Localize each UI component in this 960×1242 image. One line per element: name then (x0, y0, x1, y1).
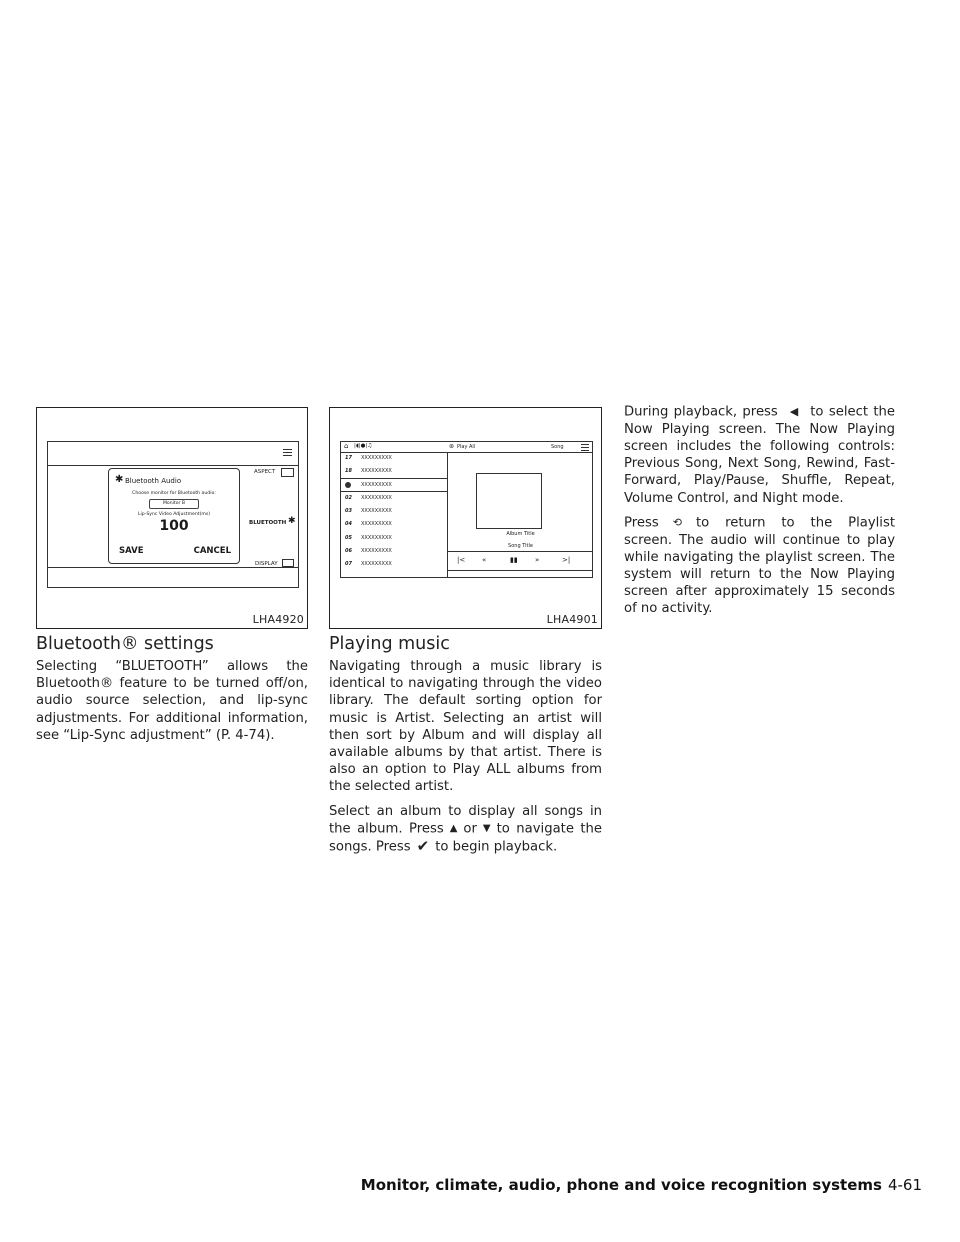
display-icon (282, 559, 294, 567)
home-icon[interactable]: ⌂ (344, 442, 349, 450)
monitor-select[interactable]: Monitor B (149, 499, 199, 509)
lip-sync-value[interactable]: 100 (159, 518, 189, 534)
paragraph: Press ⟲ to return to the Playlist screen. The audio will continue to play while navigating the playlist screen. The system will return to the Now Playing screen after approximately 15 seconds of no activity. (624, 515, 895, 617)
figure-code: LHA4920 (252, 613, 304, 626)
save-button[interactable]: SAVE (119, 546, 144, 556)
aspect-button[interactable]: ASPECT (254, 469, 276, 475)
list-item[interactable]: 17 XXXXXXXXX (345, 455, 392, 461)
previous-song-icon[interactable]: |< (457, 556, 466, 564)
play-all-button[interactable]: Play All (457, 444, 476, 450)
section-heading-playing-music: Playing music (329, 634, 450, 654)
song-title: Song Title (508, 543, 533, 549)
list-item[interactable]: 06 XXXXXXXXX (345, 548, 392, 554)
pause-icon[interactable]: ▮▮ (510, 556, 518, 564)
up-arrow-icon: ▲ (449, 822, 458, 834)
figure-playing-music (329, 407, 602, 629)
bluetooth-settings-screen (47, 441, 299, 588)
paragraph: Selecting “BLUETOOTH” allows the Bluetooth® feature to be turned off/on, audio source selection, and lip-sync adjustments. For additional information, see “Lip-Sync adjustment” (P. 4-74). (36, 659, 308, 743)
list-item[interactable]: 04 XXXXXXXXX (345, 521, 392, 527)
down-arrow-icon: ▼ (482, 822, 491, 834)
section-body-bluetooth (36, 658, 308, 751)
fast-forward-icon[interactable]: » (535, 556, 540, 564)
list-item[interactable]: 18 XXXXXXXXX (345, 468, 392, 474)
album-title: Album Title (506, 531, 535, 537)
playback-controls (447, 551, 592, 571)
back-icon: ⟲ (672, 515, 682, 529)
list-item-selected[interactable]: XXXXXXXXX (341, 478, 447, 492)
footer-title: Monitor, climate, audio, phone and voice recognition systems (360, 1176, 882, 1194)
paragraph: Select an album to display all songs in the album. Press ▲ or ▼ to navigate the songs. Press ✔ to begin playback. (329, 803, 602, 855)
left-arrow-icon: ◀ (789, 405, 799, 418)
song-list (341, 452, 448, 578)
bluetooth-audio-popup (108, 468, 240, 564)
list-item[interactable]: 02 XXXXXXXXX (345, 495, 392, 501)
source-icons[interactable]: |◖|●|♫ (354, 443, 373, 449)
figure-bluetooth-settings (36, 407, 308, 629)
figure-code: LHA4901 (546, 613, 598, 626)
list-item[interactable]: 03 XXXXXXXXX (345, 508, 392, 514)
menu-icon (283, 447, 292, 458)
bluetooth-icon: ✱ (115, 474, 124, 485)
popup-title: Bluetooth Audio (125, 477, 182, 485)
display-button[interactable]: DISPLAY (255, 561, 278, 567)
page-number: 4-61 (887, 1176, 922, 1194)
aspect-icon (281, 468, 294, 477)
paragraph: Navigating through a music library is identical to navigating through the video library. The default sorting option for music is Artist. Selecting an artist will then sort by Album and will display all available albums by that artist. There is also an option to Play ALL albums from the selected artist. (329, 659, 602, 795)
section-body-playing-music (329, 658, 602, 862)
page-footer (361, 1176, 922, 1194)
section-body-now-playing (624, 403, 895, 625)
play-all-icon: ⊛ (449, 443, 455, 450)
lip-sync-label: Lip-Sync Video Adjustment(ms) (137, 512, 211, 517)
bluetooth-button[interactable]: BLUETOOTH (249, 520, 287, 526)
choose-monitor-text: Choose monitor for Bluetooth audio: (132, 491, 216, 496)
checkmark-icon: ✔ (416, 836, 430, 855)
cancel-button[interactable]: CANCEL (193, 546, 231, 556)
music-playlist-screen (340, 441, 593, 578)
rewind-icon[interactable]: « (482, 556, 487, 564)
next-song-icon[interactable]: >| (562, 556, 571, 564)
list-item[interactable]: 05 XXXXXXXXX (345, 535, 392, 541)
now-playing-icon (345, 482, 351, 488)
album-art (476, 473, 542, 529)
section-heading-bluetooth: Bluetooth® settings (36, 634, 214, 654)
paragraph: During playback, press ◀ to select the Now Playing screen. The Now Playing screen includes the following controls: Previous Song, Next Song, Rewind, Fast-Forward, Play/Pause, Shuffle, Repeat, Volume Control, and Night mode. (624, 404, 895, 506)
menu-icon[interactable] (581, 442, 589, 453)
list-item[interactable]: 07 XXXXXXXXX (345, 561, 392, 567)
bluetooth-side-icon: ✱ (288, 516, 296, 526)
song-sort-button[interactable]: Song (551, 444, 564, 450)
